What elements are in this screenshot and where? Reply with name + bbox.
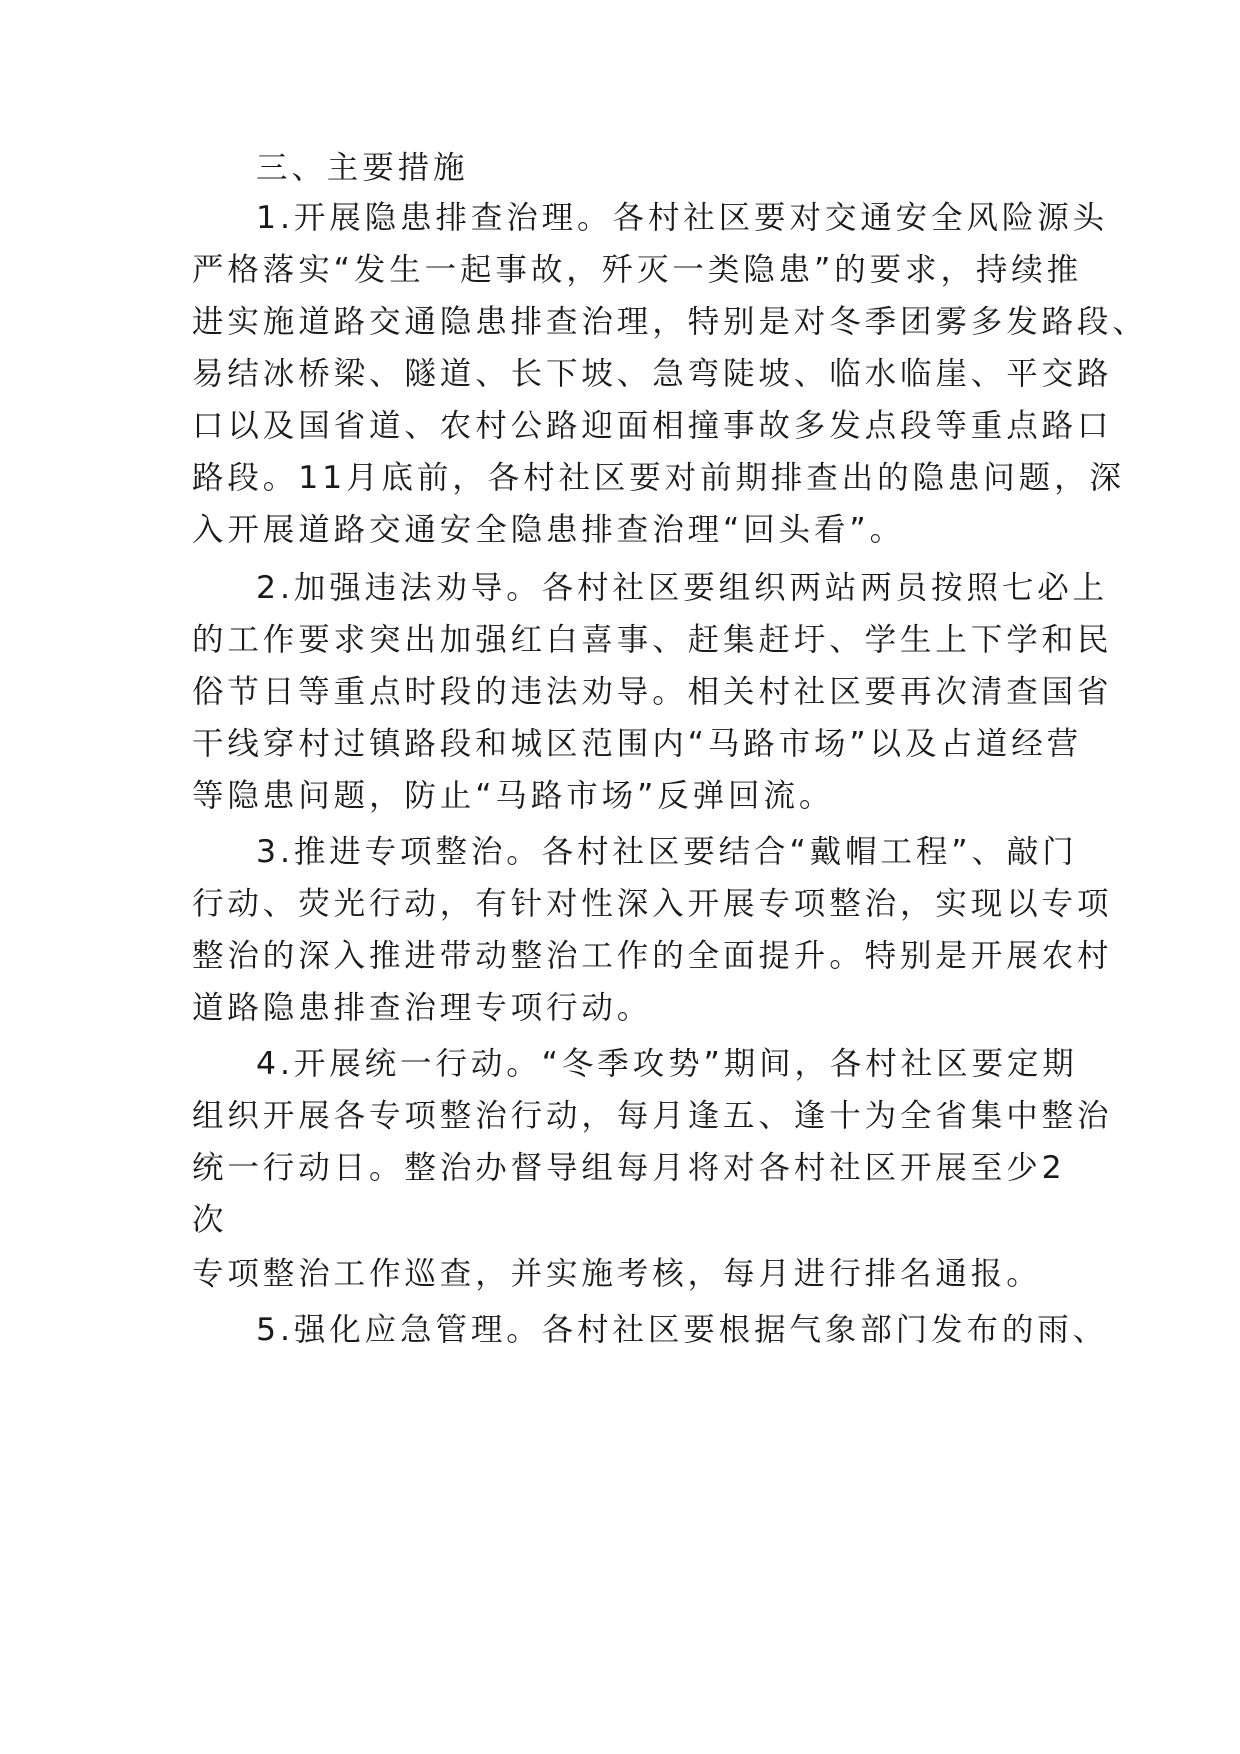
paragraph-line: 5.强化应急管理。各村社区要根据气象部门发布的雨、 [256, 1312, 1109, 1348]
paragraph-line: 入开展道路交通安全隐患排查治理“回头看”。 [192, 512, 906, 548]
paragraph-line: 行动、荧光行动，有针对性深入开展专项整治，实现以专项 [192, 886, 1113, 922]
paragraph-line: 干线穿村过镇路段和城区范围内“马路市场”以及占道经营 [192, 726, 1083, 762]
paragraph-line: 2.加强违法劝导。各村社区要组织两站两员按照七必上 [256, 570, 1109, 606]
paragraph-line: 严格落实“发生一起事故，歼灭一类隐患”的要求，持续推 [192, 252, 1083, 288]
paragraph-line: 4.开展统一行动。“冬季攻势”期间，各村社区要定期 [256, 1046, 1078, 1082]
paragraph-line: 专项整治工作巡查，并实施考核，每月进行排名通报。 [192, 1256, 1042, 1292]
paragraph-line: 进实施道路交通隐患排查治理，特别是对冬季团雾多发路段、 [192, 304, 1148, 340]
paragraph-line: 等隐患问题，防止“马路市场”反弹回流。 [192, 778, 835, 814]
paragraph-line: 1.开展隐患排查治理。各村社区要对交通安全风险源头 [256, 200, 1109, 236]
paragraph-line: 组织开展各专项整治行动，每月逢五、逢十为全省集中整治 [192, 1098, 1113, 1134]
paragraph-line: 整治的深入推进带动整治工作的全面提升。特别是开展农村 [192, 938, 1113, 974]
paragraph-line: 的工作要求突出加强红白喜事、赶集赶圩、学生上下学和民 [192, 622, 1113, 658]
paragraph-line: 口以及国省道、农村公路迎面相撞事故多发点段等重点路口 [192, 408, 1113, 444]
paragraph-line: 统一行动日。整治办督导组每月将对各村社区开展至少2 [192, 1150, 1066, 1186]
paragraph-line: 道路隐患排查治理专项行动。 [192, 990, 653, 1026]
paragraph-line: 3.推进专项整治。各村社区要结合“戴帽工程”、敲门 [256, 834, 1078, 870]
paragraph-line: 俗节日等重点时段的违法劝导。相关村社区要再次清查国省 [192, 674, 1113, 710]
section-heading: 三、主要措施 [256, 150, 469, 186]
paragraph-line: 易结冰桥梁、隧道、长下坡、急弯陡坡、临水临崖、平交路 [192, 356, 1113, 392]
paragraph-line: 路段。11月底前，各村社区要对前期排查出的隐患问题，深 [192, 460, 1125, 496]
paragraph-line: 次 [192, 1202, 228, 1238]
